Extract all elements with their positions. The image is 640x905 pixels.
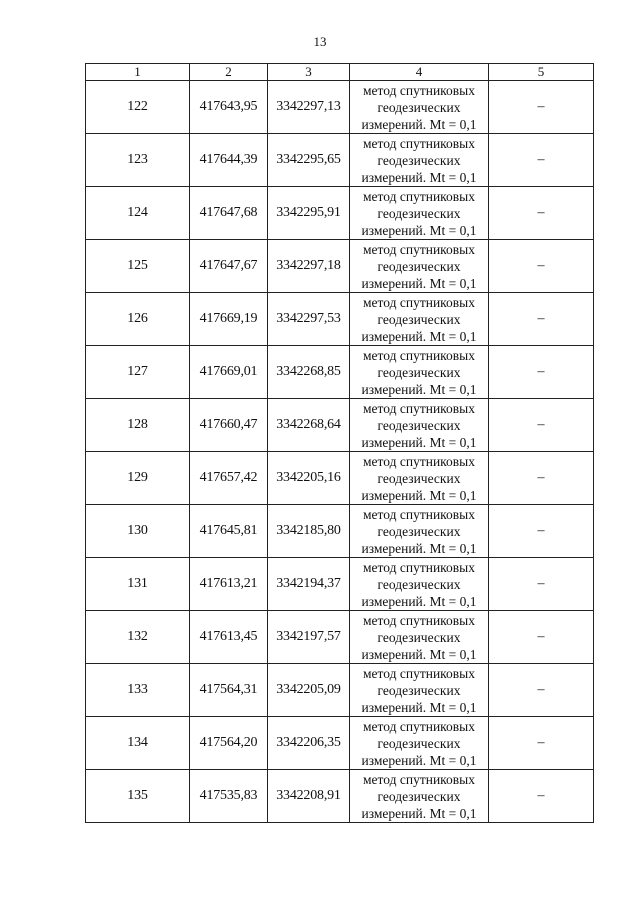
note-cell: [489, 187, 594, 240]
point-number-cell: 126: [86, 293, 190, 346]
method-line: геодезических: [377, 99, 461, 115]
y-coordinate-cell: 3342295,91: [268, 187, 350, 240]
coordinates-table: [85, 63, 594, 823]
method-cell: [350, 346, 489, 399]
point-number-cell: 128: [86, 399, 190, 452]
table-row: [86, 399, 594, 452]
note-cell: [489, 293, 594, 346]
dash-mark: –: [537, 523, 545, 538]
table-row: [86, 240, 594, 293]
x-coordinate-cell: 417644,39: [190, 134, 268, 187]
y-coordinate-cell: 3342295,65: [268, 134, 350, 187]
note-cell: [489, 399, 594, 452]
method-line: метод спутниковых: [363, 665, 475, 681]
point-number-cell: 132: [86, 611, 190, 664]
method-line: измерений. Mt = 0,1: [361, 487, 477, 503]
y-coordinate-cell: 3342297,53: [268, 293, 350, 346]
point-number-cell: 124: [86, 187, 190, 240]
method-line: метод спутниковых: [363, 718, 475, 734]
table-row: [86, 293, 594, 346]
header-col-4: 4: [350, 64, 489, 81]
method-line: метод спутниковых: [363, 400, 475, 416]
method-line: метод спутниковых: [363, 241, 475, 257]
header-col-5: 5: [489, 64, 594, 81]
method-cell: [350, 399, 489, 452]
x-coordinate-cell: 417645,81: [190, 505, 268, 558]
method-cell: [350, 664, 489, 717]
note-cell: [489, 558, 594, 611]
method-cell: [350, 187, 489, 240]
method-line: измерений. Mt = 0,1: [361, 593, 477, 609]
point-number-cell: 123: [86, 134, 190, 187]
method-line: геодезических: [377, 152, 461, 168]
note-cell: [489, 240, 594, 293]
method-cell: [350, 558, 489, 611]
page-number: 13: [313, 34, 327, 49]
method-cell: [350, 717, 489, 770]
table-row: [86, 505, 594, 558]
point-number-cell: 125: [86, 240, 190, 293]
table-row: [86, 664, 594, 717]
method-line: измерений. Mt = 0,1: [361, 169, 477, 185]
note-cell: [489, 664, 594, 717]
table-row: [86, 346, 594, 399]
method-line: геодезических: [377, 258, 461, 274]
method-line: геодезических: [377, 576, 461, 592]
method-line: метод спутниковых: [363, 453, 475, 469]
method-cell: [350, 770, 489, 823]
method-line: геодезических: [377, 205, 461, 221]
table-row: [86, 611, 594, 664]
method-cell: [350, 293, 489, 346]
dash-mark: –: [537, 788, 545, 803]
y-coordinate-cell: 3342194,37: [268, 558, 350, 611]
x-coordinate-cell: 417647,68: [190, 187, 268, 240]
method-line: метод спутниковых: [363, 188, 475, 204]
method-line: измерений. Mt = 0,1: [361, 805, 477, 821]
method-line: измерений. Mt = 0,1: [361, 381, 477, 397]
note-cell: [489, 452, 594, 505]
y-coordinate-cell: 3342268,85: [268, 346, 350, 399]
point-number-cell: 122: [86, 81, 190, 134]
point-number-cell: 134: [86, 717, 190, 770]
method-line: геодезических: [377, 682, 461, 698]
table-body: [86, 81, 594, 823]
point-number-cell: 133: [86, 664, 190, 717]
note-cell: [489, 770, 594, 823]
note-cell: [489, 134, 594, 187]
method-line: геодезических: [377, 735, 461, 751]
method-line: геодезических: [377, 470, 461, 486]
note-cell: [489, 346, 594, 399]
dash-mark: –: [537, 99, 545, 114]
method-line: метод спутниковых: [363, 294, 475, 310]
y-coordinate-cell: 3342297,18: [268, 240, 350, 293]
method-line: метод спутниковых: [363, 347, 475, 363]
header-col-3: 3: [268, 64, 350, 81]
method-line: метод спутниковых: [363, 135, 475, 151]
header-col-1: 1: [86, 64, 190, 81]
method-line: измерений. Mt = 0,1: [361, 752, 477, 768]
dash-mark: –: [537, 152, 545, 167]
table-row: [86, 717, 594, 770]
note-cell: [489, 611, 594, 664]
point-number-cell: 130: [86, 505, 190, 558]
method-line: геодезических: [377, 364, 461, 380]
method-line: метод спутниковых: [363, 82, 475, 98]
dash-mark: –: [537, 470, 545, 485]
dash-mark: –: [537, 682, 545, 697]
y-coordinate-cell: 3342185,80: [268, 505, 350, 558]
dash-mark: –: [537, 576, 545, 591]
table-row: [86, 187, 594, 240]
x-coordinate-cell: 417613,45: [190, 611, 268, 664]
method-line: метод спутниковых: [363, 771, 475, 787]
x-coordinate-cell: 417669,19: [190, 293, 268, 346]
y-coordinate-cell: 3342205,16: [268, 452, 350, 505]
method-cell: [350, 452, 489, 505]
method-line: измерений. Mt = 0,1: [361, 540, 477, 556]
x-coordinate-cell: 417647,67: [190, 240, 268, 293]
x-coordinate-cell: 417564,31: [190, 664, 268, 717]
table-header: [86, 64, 594, 81]
dash-mark: –: [537, 735, 545, 750]
method-line: измерений. Mt = 0,1: [361, 646, 477, 662]
method-line: измерений. Mt = 0,1: [361, 116, 477, 132]
x-coordinate-cell: 417535,83: [190, 770, 268, 823]
point-number-cell: 127: [86, 346, 190, 399]
method-line: метод спутниковых: [363, 559, 475, 575]
method-line: геодезических: [377, 311, 461, 327]
point-number-cell: 135: [86, 770, 190, 823]
y-coordinate-cell: 3342208,91: [268, 770, 350, 823]
method-cell: [350, 240, 489, 293]
x-coordinate-cell: 417669,01: [190, 346, 268, 399]
dash-mark: –: [537, 205, 545, 220]
method-line: измерений. Mt = 0,1: [361, 222, 477, 238]
method-cell: [350, 505, 489, 558]
header-row: [86, 64, 594, 81]
method-line: метод спутниковых: [363, 506, 475, 522]
method-line: измерений. Mt = 0,1: [361, 434, 477, 450]
table-row: [86, 81, 594, 134]
dash-mark: –: [537, 629, 545, 644]
method-line: геодезических: [377, 523, 461, 539]
method-line: геодезических: [377, 417, 461, 433]
method-line: измерений. Mt = 0,1: [361, 699, 477, 715]
x-coordinate-cell: 417657,42: [190, 452, 268, 505]
dash-mark: –: [537, 417, 545, 432]
y-coordinate-cell: 3342206,35: [268, 717, 350, 770]
method-cell: [350, 611, 489, 664]
method-cell: [350, 134, 489, 187]
y-coordinate-cell: 3342297,13: [268, 81, 350, 134]
y-coordinate-cell: 3342197,57: [268, 611, 350, 664]
x-coordinate-cell: 417564,20: [190, 717, 268, 770]
dash-mark: –: [537, 364, 545, 379]
header-col-2: 2: [190, 64, 268, 81]
dash-mark: –: [537, 311, 545, 326]
method-line: геодезических: [377, 629, 461, 645]
table-row: [86, 558, 594, 611]
table-row: [86, 452, 594, 505]
x-coordinate-cell: 417613,21: [190, 558, 268, 611]
dash-mark: –: [537, 258, 545, 273]
note-cell: [489, 81, 594, 134]
table-row: [86, 134, 594, 187]
note-cell: [489, 717, 594, 770]
method-line: метод спутниковых: [363, 612, 475, 628]
y-coordinate-cell: 3342268,64: [268, 399, 350, 452]
x-coordinate-cell: 417643,95: [190, 81, 268, 134]
method-line: измерений. Mt = 0,1: [361, 328, 477, 344]
method-cell: [350, 81, 489, 134]
y-coordinate-cell: 3342205,09: [268, 664, 350, 717]
table-row: [86, 770, 594, 823]
point-number-cell: 131: [86, 558, 190, 611]
method-line: измерений. Mt = 0,1: [361, 275, 477, 291]
point-number-cell: 129: [86, 452, 190, 505]
note-cell: [489, 505, 594, 558]
x-coordinate-cell: 417660,47: [190, 399, 268, 452]
method-line: геодезических: [377, 788, 461, 804]
